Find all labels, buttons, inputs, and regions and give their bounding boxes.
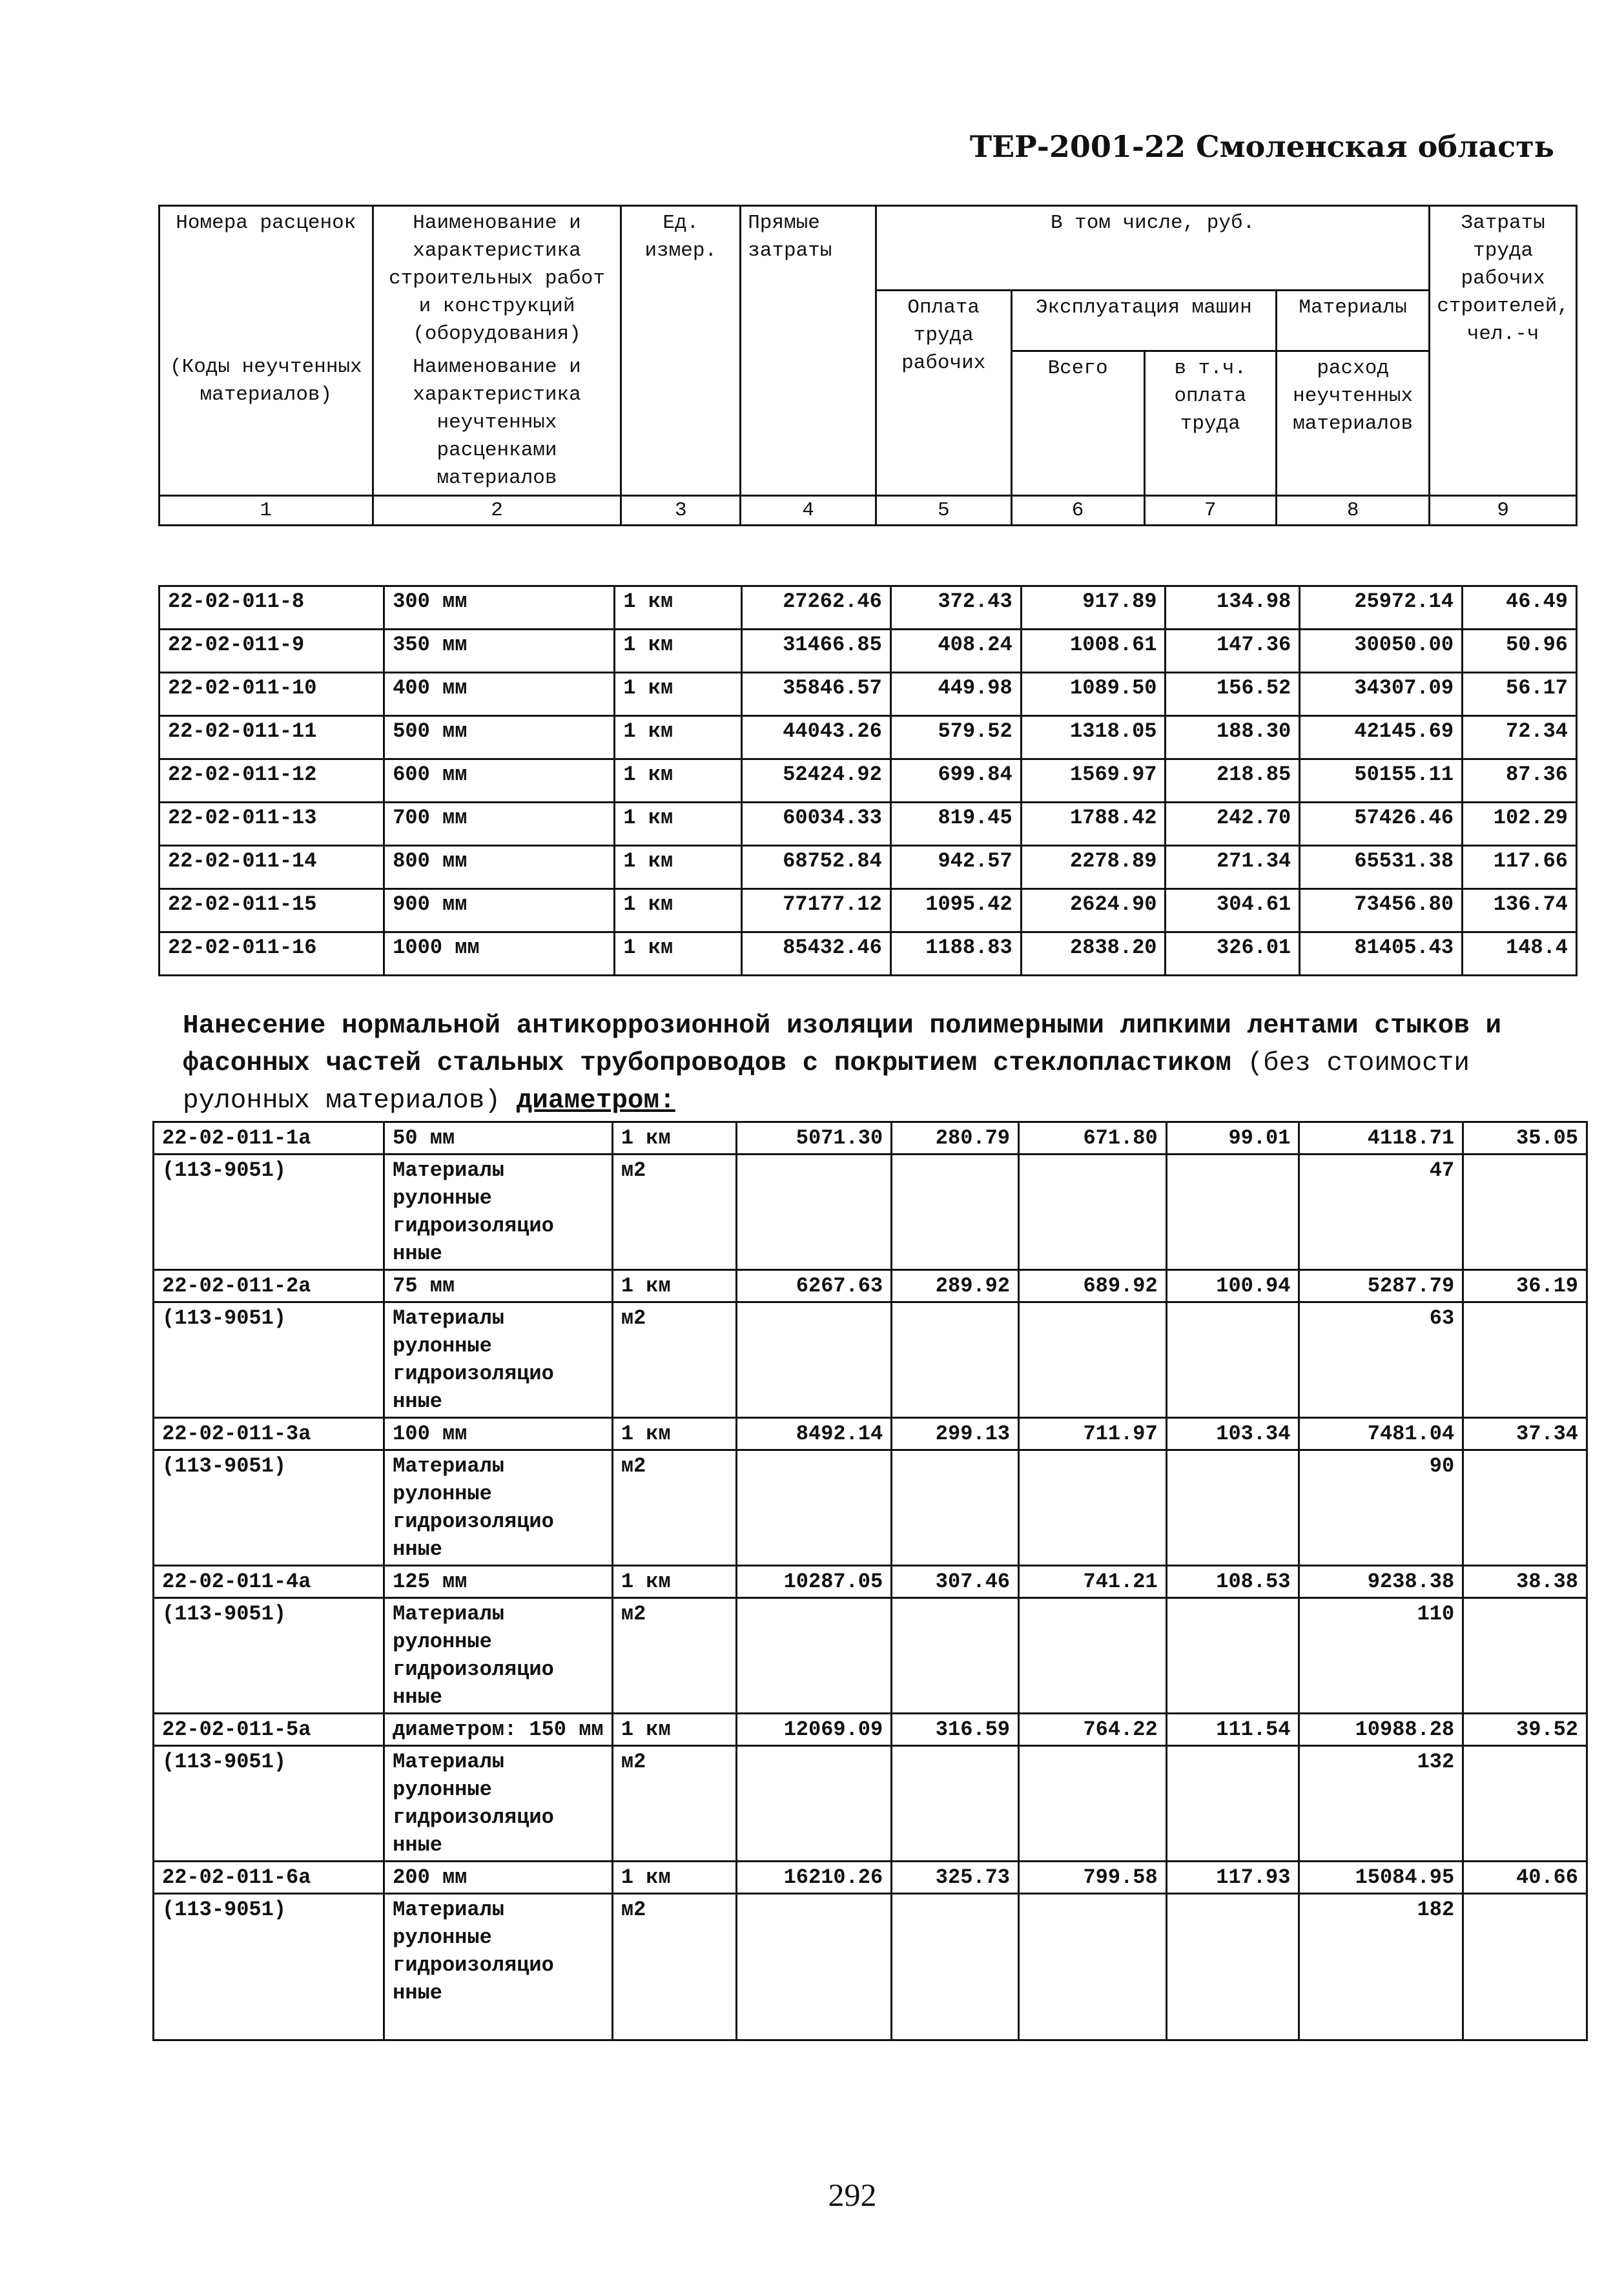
column-number: 9 bbox=[1430, 496, 1577, 526]
table-cell bbox=[892, 1894, 1019, 2040]
table-cell bbox=[1019, 1302, 1167, 1418]
table-cell: 671.80 bbox=[1019, 1122, 1167, 1155]
table-cell: 108.53 bbox=[1166, 1566, 1299, 1598]
table-cell: 22-02-011-3a bbox=[154, 1418, 384, 1450]
table-cell: 1 км bbox=[615, 630, 742, 673]
table-cell bbox=[737, 1155, 892, 1270]
table-cell: Материалы рулонные гидроизоляцио нные bbox=[384, 1302, 613, 1418]
table-cell: 9238.38 bbox=[1299, 1566, 1463, 1598]
table-cell: 10988.28 bbox=[1299, 1714, 1463, 1746]
table-cell bbox=[1166, 1155, 1299, 1270]
table-cell bbox=[1463, 1302, 1587, 1418]
table-cell: 711.97 bbox=[1019, 1418, 1167, 1450]
table-cell bbox=[1463, 1598, 1587, 1714]
table-cell: 65531.38 bbox=[1300, 846, 1463, 889]
table-cell: 1 км bbox=[612, 1418, 737, 1450]
section-heading-bold: Нанесение нормальной антикоррозионной изоляции полимерными липкими лентами стыков и фасонных частей стальных трубопроводов с покрытием стеклопластиком bbox=[183, 1011, 1502, 1078]
table-cell bbox=[1019, 1598, 1167, 1714]
table-row bbox=[154, 1714, 1587, 1746]
table-cell: 117.93 bbox=[1166, 1862, 1299, 1894]
column-number: 1 bbox=[159, 496, 373, 526]
table-cell: 37.34 bbox=[1463, 1418, 1587, 1450]
table-cell: 111.54 bbox=[1166, 1714, 1299, 1746]
table-cell: 100 мм bbox=[384, 1418, 613, 1450]
section-heading-tail: диаметром: bbox=[516, 1086, 675, 1116]
table-cell: 372.43 bbox=[890, 586, 1021, 630]
table-cell: 22-02-011-15 bbox=[159, 889, 384, 932]
table-row bbox=[154, 1862, 1587, 1894]
table-row bbox=[159, 803, 1577, 846]
table-cell: (113-9051) bbox=[154, 1746, 384, 1862]
table-cell: м2 bbox=[612, 1598, 737, 1714]
table-cell: 38.38 bbox=[1463, 1566, 1587, 1598]
header-direct-costs: Прямые затраты bbox=[741, 206, 876, 496]
table-row bbox=[159, 932, 1577, 976]
table-cell: 1 км bbox=[615, 803, 742, 846]
table-cell: 449.98 bbox=[890, 673, 1021, 716]
table-cell: 22-02-011-11 bbox=[159, 716, 384, 759]
table-cell: 188.30 bbox=[1166, 716, 1300, 759]
table-cell: 942.57 bbox=[890, 846, 1021, 889]
table-cell: 44043.26 bbox=[741, 716, 890, 759]
table-cell: 1788.42 bbox=[1021, 803, 1166, 846]
table-cell: Материалы рулонные гидроизоляцио нные bbox=[384, 1746, 613, 1862]
table-cell: 125 мм bbox=[384, 1566, 613, 1598]
table-row bbox=[154, 1598, 1587, 1714]
table-cell: 280.79 bbox=[892, 1122, 1019, 1155]
header-material-codes: (Коды неучтенных материалов) bbox=[159, 351, 373, 496]
table-cell: 136.74 bbox=[1463, 889, 1577, 932]
table-cell: 325.73 bbox=[892, 1862, 1019, 1894]
table-cell: 218.85 bbox=[1166, 759, 1300, 803]
table-row bbox=[154, 1450, 1587, 1566]
table-cell: м2 bbox=[612, 1894, 737, 2040]
table-cell: 1 км bbox=[615, 846, 742, 889]
table-row bbox=[159, 673, 1577, 716]
table-cell bbox=[737, 1746, 892, 1862]
table-row bbox=[159, 759, 1577, 803]
table-cell: (113-9051) bbox=[154, 1450, 384, 1566]
table-cell: 600 мм bbox=[384, 759, 615, 803]
column-number: 4 bbox=[741, 496, 876, 526]
table-cell: 200 мм bbox=[384, 1862, 613, 1894]
column-number: 6 bbox=[1011, 496, 1144, 526]
table-cell: 132 bbox=[1299, 1746, 1463, 1862]
table-cell: 75 мм bbox=[384, 1270, 613, 1302]
table-cell: (113-9051) bbox=[154, 1302, 384, 1418]
table-cell bbox=[892, 1450, 1019, 1566]
header-machines: Эксплуатация машин bbox=[1011, 291, 1276, 351]
table-cell bbox=[737, 1894, 892, 2040]
table-cell bbox=[1019, 1746, 1167, 1862]
table-cell: 1 км bbox=[612, 1714, 737, 1746]
table-cell: Материалы рулонные гидроизоляцио нные bbox=[384, 1155, 613, 1270]
table-row bbox=[159, 846, 1577, 889]
header-machines-wages: в т.ч. оплата труда bbox=[1144, 351, 1276, 496]
table-cell: 1 км bbox=[615, 889, 742, 932]
table-cell: 1000 мм bbox=[384, 932, 615, 976]
table-cell: 741.21 bbox=[1019, 1566, 1167, 1598]
table-cell: 27262.46 bbox=[741, 586, 890, 630]
table-cell: 304.61 bbox=[1166, 889, 1300, 932]
table-row bbox=[154, 1566, 1587, 1598]
table-cell: 47 bbox=[1299, 1155, 1463, 1270]
table-cell: 31466.85 bbox=[741, 630, 890, 673]
table-cell: 60034.33 bbox=[741, 803, 890, 846]
table-cell: 22-02-011-6a bbox=[154, 1862, 384, 1894]
table-cell: 15084.95 bbox=[1299, 1862, 1463, 1894]
table-cell: Материалы рулонные гидроизоляцио нные bbox=[384, 1450, 613, 1566]
header-work-name: Наименование и характеристика строительных работ и конструкций (оборудования) bbox=[373, 206, 621, 351]
table-cell: 25972.14 bbox=[1300, 586, 1463, 630]
table-cell: 2624.90 bbox=[1021, 889, 1166, 932]
table-cell: 400 мм bbox=[384, 673, 615, 716]
table-cell bbox=[1463, 1894, 1587, 2040]
table-cell: 10287.05 bbox=[737, 1566, 892, 1598]
table-cell: 68752.84 bbox=[741, 846, 890, 889]
table-cell: 1318.05 bbox=[1021, 716, 1166, 759]
table-cell: м2 bbox=[612, 1155, 737, 1270]
table-cell: 103.34 bbox=[1166, 1418, 1299, 1450]
table-row bbox=[159, 630, 1577, 673]
table-cell: 12069.09 bbox=[737, 1714, 892, 1746]
table-cell: 1095.42 bbox=[890, 889, 1021, 932]
table-row bbox=[159, 716, 1577, 759]
table-cell: 1 км bbox=[615, 716, 742, 759]
table-cell: 100.94 bbox=[1166, 1270, 1299, 1302]
table-cell: 2278.89 bbox=[1021, 846, 1166, 889]
table-cell: 22-02-011-5a bbox=[154, 1714, 384, 1746]
table-cell: м2 bbox=[612, 1746, 737, 1862]
table-row bbox=[154, 1155, 1587, 1270]
table-cell bbox=[1166, 1746, 1299, 1862]
table-cell: м2 bbox=[612, 1302, 737, 1418]
table-cell: 102.29 bbox=[1463, 803, 1577, 846]
table-cell: 1008.61 bbox=[1021, 630, 1166, 673]
table-cell bbox=[1019, 1155, 1167, 1270]
table-cell: 5287.79 bbox=[1299, 1270, 1463, 1302]
table-row bbox=[154, 1122, 1587, 1155]
table-cell: 22-02-011-1a bbox=[154, 1122, 384, 1155]
column-number: 8 bbox=[1276, 496, 1429, 526]
table-cell: (113-9051) bbox=[154, 1155, 384, 1270]
table-cell: 87.36 bbox=[1463, 759, 1577, 803]
table-cell: 63 bbox=[1299, 1302, 1463, 1418]
table-cell bbox=[737, 1450, 892, 1566]
column-number: 3 bbox=[621, 496, 741, 526]
table-cell: 182 bbox=[1299, 1894, 1463, 2040]
table-cell: 148.4 bbox=[1463, 932, 1577, 976]
table-cell: 689.92 bbox=[1019, 1270, 1167, 1302]
table-cell: 316.59 bbox=[892, 1714, 1019, 1746]
table-row bbox=[154, 1302, 1587, 1418]
header-materials: Материалы bbox=[1276, 291, 1429, 351]
table-cell: 30050.00 bbox=[1300, 630, 1463, 673]
table-cell bbox=[1019, 1450, 1167, 1566]
table-cell: (113-9051) bbox=[154, 1598, 384, 1714]
table-cell: 799.58 bbox=[1019, 1862, 1167, 1894]
table-cell: 350 мм bbox=[384, 630, 615, 673]
table-cell: 408.24 bbox=[890, 630, 1021, 673]
table-cell bbox=[892, 1302, 1019, 1418]
header-rate-numbers: Номера расценок bbox=[159, 206, 373, 351]
table-cell bbox=[1166, 1302, 1299, 1418]
table-cell: 22-02-011-8 bbox=[159, 586, 384, 630]
table-cell: 700 мм bbox=[384, 803, 615, 846]
table-cell: 764.22 bbox=[1019, 1714, 1167, 1746]
table-cell: 85432.46 bbox=[741, 932, 890, 976]
table-cell: 22-02-011-16 bbox=[159, 932, 384, 976]
table-cell: 1089.50 bbox=[1021, 673, 1166, 716]
table-cell bbox=[892, 1155, 1019, 1270]
table-header bbox=[158, 205, 1578, 526]
header-material-consumption: расход неучтенных материалов bbox=[1276, 351, 1429, 496]
table-cell: 22-02-011-9 bbox=[159, 630, 384, 673]
table-cell: 134.98 bbox=[1166, 586, 1300, 630]
table-cell: 819.45 bbox=[890, 803, 1021, 846]
table-cell: 81405.43 bbox=[1300, 932, 1463, 976]
column-number: 7 bbox=[1144, 496, 1276, 526]
table-cell: 307.46 bbox=[892, 1566, 1019, 1598]
table-cell: м2 bbox=[612, 1450, 737, 1566]
table-cell: 99.01 bbox=[1166, 1122, 1299, 1155]
table-cell bbox=[1463, 1746, 1587, 1862]
table-cell: 50155.11 bbox=[1300, 759, 1463, 803]
table-row bbox=[154, 1270, 1587, 1302]
table-cell: 90 bbox=[1299, 1450, 1463, 1566]
table-row bbox=[159, 586, 1577, 630]
table-cell bbox=[892, 1598, 1019, 1714]
table-cell: 299.13 bbox=[892, 1418, 1019, 1450]
page-title: ТЕР-2001-22 Смоленская область bbox=[969, 129, 1554, 164]
header-machines-total: Всего bbox=[1011, 351, 1144, 496]
table-cell bbox=[892, 1746, 1019, 1862]
table-cell: 6267.63 bbox=[737, 1270, 892, 1302]
header-wages: Оплата труда рабочих bbox=[876, 291, 1011, 496]
table-cell: 8492.14 bbox=[737, 1418, 892, 1450]
table-cell: 2838.20 bbox=[1021, 932, 1166, 976]
table-cell bbox=[737, 1598, 892, 1714]
table-cell: 110 bbox=[1299, 1598, 1463, 1714]
table-cell: 36.19 bbox=[1463, 1270, 1587, 1302]
table-cell: 22-02-011-13 bbox=[159, 803, 384, 846]
table-cell: 242.70 bbox=[1166, 803, 1300, 846]
table-cell: 52424.92 bbox=[741, 759, 890, 803]
header-material-name: Наименование и характеристика неучтенных расценками материалов bbox=[373, 351, 621, 496]
table-cell: диаметром: 150 мм bbox=[384, 1714, 613, 1746]
table-cell: 34307.09 bbox=[1300, 673, 1463, 716]
table-cell: 35.05 bbox=[1463, 1122, 1587, 1155]
table-cell: 46.49 bbox=[1463, 586, 1577, 630]
table-cell: 289.92 bbox=[892, 1270, 1019, 1302]
header-unit: Ед. измер. bbox=[621, 206, 741, 496]
table-cell: Материалы рулонные гидроизоляцио нные bbox=[384, 1894, 613, 2040]
table-cell: 73456.80 bbox=[1300, 889, 1463, 932]
table-cell: 800 мм bbox=[384, 846, 615, 889]
table-cell: 1569.97 bbox=[1021, 759, 1166, 803]
table-cell bbox=[1166, 1598, 1299, 1714]
table-cell bbox=[1019, 1894, 1167, 2040]
table-cell: 917.89 bbox=[1021, 586, 1166, 630]
table-cell: 271.34 bbox=[1166, 846, 1300, 889]
table-cell: 4118.71 bbox=[1299, 1122, 1463, 1155]
table-cell: 57426.46 bbox=[1300, 803, 1463, 846]
table-cell: 22-02-011-14 bbox=[159, 846, 384, 889]
table-cell: 1 км bbox=[612, 1862, 737, 1894]
page-number: 292 bbox=[828, 2177, 877, 2213]
table-cell bbox=[1166, 1450, 1299, 1566]
table-cell: 72.34 bbox=[1463, 716, 1577, 759]
table-cell: 326.01 bbox=[1166, 932, 1300, 976]
table-cell: 1 км bbox=[615, 673, 742, 716]
table-cell: 5071.30 bbox=[737, 1122, 892, 1155]
rates-table-2 bbox=[152, 1121, 1588, 2041]
table-cell: 147.36 bbox=[1166, 630, 1300, 673]
table-cell: 7481.04 bbox=[1299, 1418, 1463, 1450]
table-cell: 500 мм bbox=[384, 716, 615, 759]
table-cell: 1 км bbox=[612, 1270, 737, 1302]
table-cell: 16210.26 bbox=[737, 1862, 892, 1894]
table-cell bbox=[1463, 1450, 1587, 1566]
table-cell: 300 мм bbox=[384, 586, 615, 630]
table-cell bbox=[1463, 1155, 1587, 1270]
header-including: В том числе, руб. bbox=[876, 206, 1429, 291]
section-heading-note: (без стоимости рулонных материалов) bbox=[183, 1049, 1470, 1116]
table-cell bbox=[1166, 1894, 1299, 2040]
column-number: 5 bbox=[876, 496, 1011, 526]
table-cell: 22-02-011-10 bbox=[159, 673, 384, 716]
header-labor-costs: Затраты труда рабочих строителей, чел.-ч bbox=[1430, 206, 1577, 496]
table-cell: 35846.57 bbox=[741, 673, 890, 716]
table-cell: 900 мм bbox=[384, 889, 615, 932]
table-cell: 22-02-011-4a bbox=[154, 1566, 384, 1598]
table-cell: 22-02-011-12 bbox=[159, 759, 384, 803]
table-cell: 579.52 bbox=[890, 716, 1021, 759]
table-cell: 1 км bbox=[615, 932, 742, 976]
table-row bbox=[159, 889, 1577, 932]
table-cell: 39.52 bbox=[1463, 1714, 1587, 1746]
table-cell: 56.17 bbox=[1463, 673, 1577, 716]
rates-table-1 bbox=[158, 585, 1578, 976]
table-cell: 77177.12 bbox=[741, 889, 890, 932]
table-row bbox=[154, 1418, 1587, 1450]
table-cell bbox=[737, 1302, 892, 1418]
table-cell: 1188.83 bbox=[890, 932, 1021, 976]
table-row bbox=[154, 1894, 1587, 2040]
table-cell: 1 км bbox=[612, 1122, 737, 1155]
table-cell: 117.66 bbox=[1463, 846, 1577, 889]
table-row bbox=[154, 1746, 1587, 1862]
table-cell: 1 км bbox=[615, 586, 742, 630]
table-cell: 699.84 bbox=[890, 759, 1021, 803]
table-cell: 50 мм bbox=[384, 1122, 613, 1155]
section-heading bbox=[183, 1007, 1571, 1120]
table-cell: 22-02-011-2a bbox=[154, 1270, 384, 1302]
table-cell: 1 км bbox=[612, 1566, 737, 1598]
column-number: 2 bbox=[373, 496, 621, 526]
table-cell: (113-9051) bbox=[154, 1894, 384, 2040]
table-cell: 42145.69 bbox=[1300, 716, 1463, 759]
table-cell: 50.96 bbox=[1463, 630, 1577, 673]
table-cell: 156.52 bbox=[1166, 673, 1300, 716]
table-cell: 1 км bbox=[615, 759, 742, 803]
table-cell: Материалы рулонные гидроизоляцио нные bbox=[384, 1598, 613, 1714]
table-cell: 40.66 bbox=[1463, 1862, 1587, 1894]
